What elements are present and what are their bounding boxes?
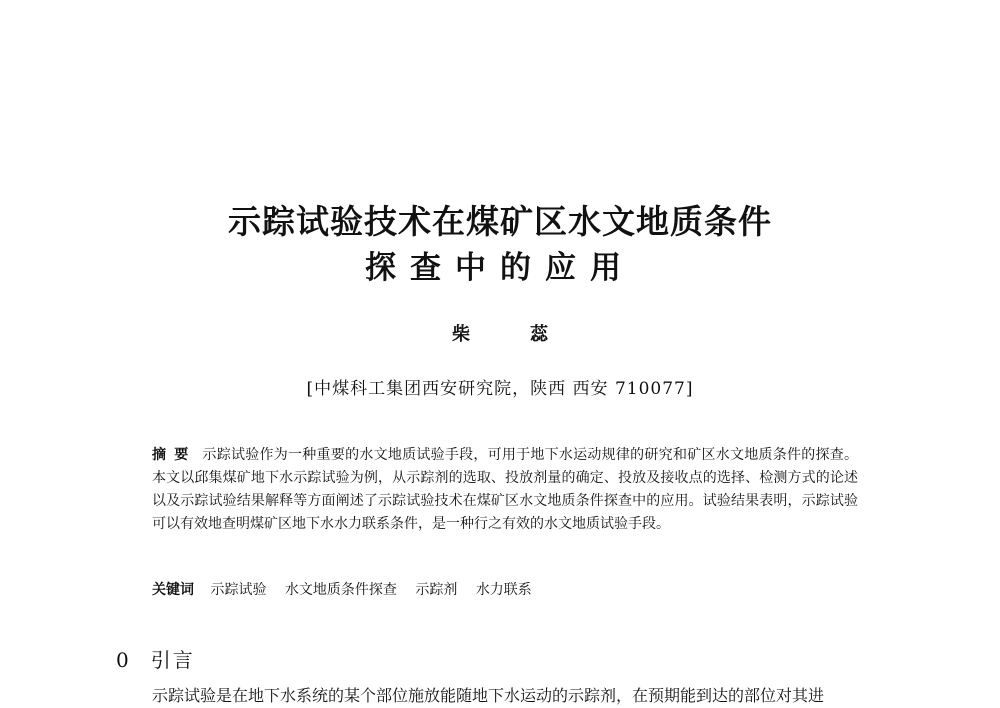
keyword-item: 示踪剂	[415, 582, 458, 598]
abstract-label: 摘要	[152, 447, 197, 463]
section-title: 引言	[150, 648, 195, 672]
paper-title-line-1: 示踪试验技术在煤矿区水文地质条件	[228, 202, 772, 241]
keyword-item: 水力联系	[475, 582, 532, 598]
author-affiliation: [中煤科工集团西安研究院，陕西 西安 710077]	[306, 379, 694, 399]
section-heading	[116, 644, 195, 673]
section-number: 0	[116, 648, 129, 672]
abstract	[152, 444, 858, 536]
abstract-text: 示踪试验作为一种重要的水文地质试验手段，可用于地下水运动规律的研究和矿区水文地质条件的探查。本文以邱集煤矿地下水示踪试验为例，从示踪剂的选取、投放剂量的确定、投放及接收点的选择、检测方式的论述以及示踪试验结果解释等方面阐述了示踪试验技术在煤矿区水文地质条件探查中的应用。试验结果表明，示踪试验可以有效地查明煤矿区地下水水力联系条件，是一种行之有效的水文地质试验手段。	[152, 447, 859, 532]
author-name: 柴蕊	[452, 324, 608, 345]
keyword-item: 水文地质条件探查	[284, 582, 397, 598]
keywords	[152, 579, 858, 601]
body-paragraph: 示踪试验是在地下水系统的某个部位施放能随地下水运动的示踪剂，在预期能到达的部位对其进	[152, 686, 825, 705]
paper-title-line-2: 探查中的应用	[365, 250, 635, 286]
keyword-item: 示踪试验	[210, 582, 267, 598]
keywords-label: 关键词	[152, 582, 194, 598]
